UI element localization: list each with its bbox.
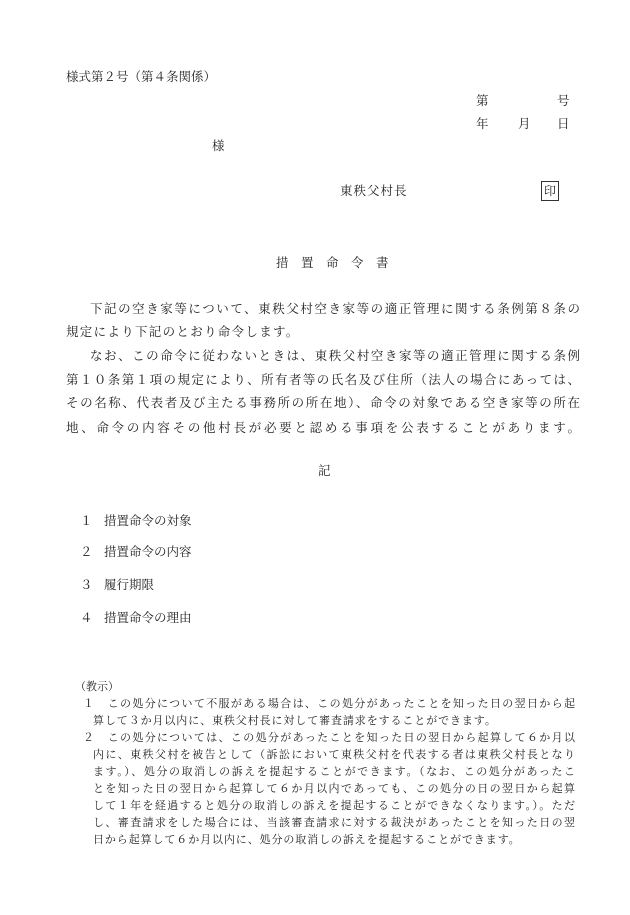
date-year: 年	[476, 116, 489, 131]
addressee-suffix: 様	[212, 138, 225, 153]
notice-line: １ この処分について不服がある場合は、この処分があったことを知った日の翌日から起	[83, 697, 575, 710]
seal-mark: 印	[541, 181, 559, 201]
notice-line: 内に、東秩父村を被告として（訴訟において東秩父村を代表する者は東秩父村長となり	[93, 748, 575, 761]
notice-line: 算して３か月以内に、東秩父村長に対して審査請求をすることができます。	[93, 714, 497, 727]
date-month: 月	[518, 116, 531, 131]
ki-heading: 記	[318, 463, 331, 478]
item-number: ４	[80, 610, 93, 625]
body-line: その名称、代表者及び主たる事務所の所在地）、命令の対象である空き家等の所在	[66, 395, 580, 410]
notice-line: して１年を経過すると処分の取消しの訴えを提起することができなくなります。）。ただ	[93, 799, 575, 812]
form-label: 様式第２号（第４条関係）	[66, 69, 217, 84]
body-line: 規定により下記のとおり命令します。	[66, 324, 300, 339]
notice-line: ます。）、処分の取消しの訴えを提起することができます。（なお、この処分があったこ	[93, 765, 575, 778]
number-suffix: 号	[557, 93, 570, 108]
notice-line: とを知った日の翌日から起算して６か月以内であっても、この処分の日の翌日から起算	[93, 782, 575, 795]
issuer: 東秩父村長	[340, 183, 408, 198]
item-number: ２	[80, 544, 93, 559]
notice-line: ２ この処分については、この処分があったことを知った日の翌日から起算して６か月以	[83, 731, 575, 744]
document-title: 措 置 命 令 書	[276, 255, 389, 270]
body-line: 下記の空き家等について、東秩父村空き家等の適正管理に関する条例第８条の	[90, 301, 580, 316]
date-day: 日	[557, 116, 570, 131]
item-number: １	[80, 513, 93, 528]
item-label: 措置命令の対象	[104, 513, 192, 528]
item-number: ３	[80, 577, 93, 592]
notice-heading: （教示）	[75, 680, 119, 693]
item-label: 措置命令の内容	[104, 544, 192, 559]
notice-line: し、審査請求をした場合には、当該審査請求に対する裁決があったことを知った日の翌	[93, 816, 575, 829]
body-line: 地、命令の内容その他村長が必要と認める事項を公表することがあります。	[66, 420, 580, 435]
number-prefix: 第	[476, 93, 489, 108]
item-label: 履行期限	[104, 577, 155, 592]
notice-line: 日から起算して６か月以内に、処分の取消しの訴えを提起することができます。	[93, 833, 521, 846]
body-line: 第１０条第１項の規定により、所有者等の氏名及び住所（法人の場合にあっては、	[66, 372, 580, 387]
item-label: 措置命令の理由	[104, 610, 192, 625]
body-line: なお、この命令に従わないときは、東秩父村空き家等の適正管理に関する条例	[90, 348, 580, 363]
